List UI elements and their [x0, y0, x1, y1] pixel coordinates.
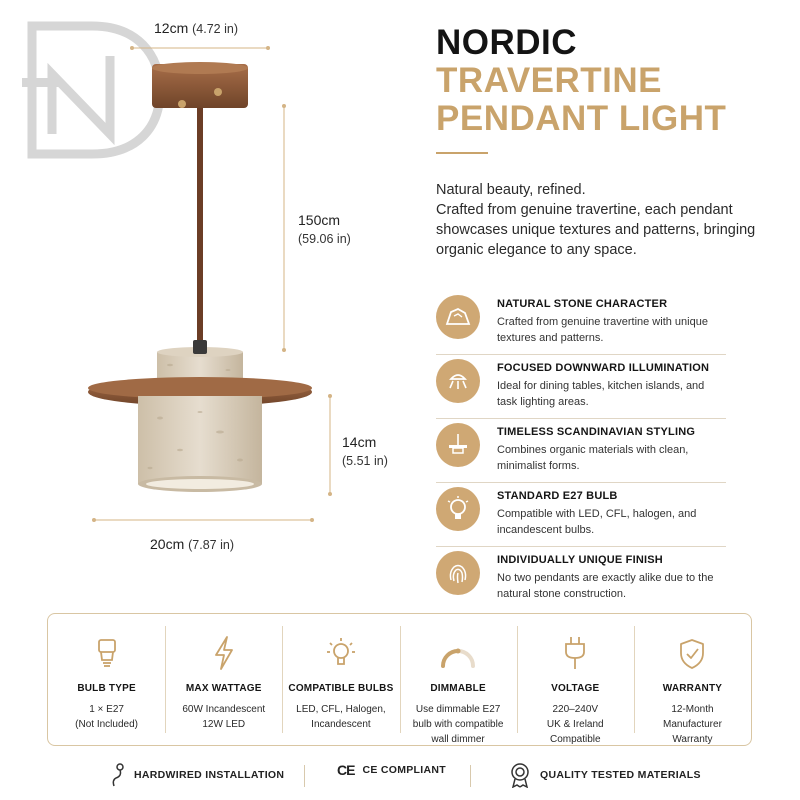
spec-value: 220–240V UK & Ireland Compatible: [546, 704, 604, 745]
spec-label: DIMMABLE: [430, 683, 486, 694]
spec-value: 60W Incandescent 12W LED: [182, 704, 266, 730]
spec-compatible-bulbs: [282, 614, 399, 745]
product-illustration: [80, 20, 410, 560]
ce-mark-icon: CE: [337, 762, 355, 778]
spec-bulb-type: [48, 614, 165, 745]
intro-text: [436, 180, 766, 260]
spec-warranty: [634, 614, 751, 745]
footer-divider: [304, 765, 305, 787]
spec-value: Use dimmable E27 bulb with compatible wall dimmer: [412, 704, 504, 745]
stone-icon: [436, 295, 480, 339]
shield-check-icon: [634, 626, 751, 670]
spec-label: MAX WATTAGE: [185, 683, 262, 694]
pendant-icon: [436, 423, 480, 467]
rosette-icon: [508, 762, 532, 788]
lightning-icon: [165, 626, 282, 670]
title-line-3: PENDANT LIGHT: [436, 99, 727, 138]
feature-title: STANDARD E27 BULB: [497, 490, 618, 502]
wire-icon: [110, 762, 126, 788]
dim-shade-width: 20cm (7.87 in): [150, 536, 234, 552]
travertine-shade: [138, 396, 262, 484]
spec-value: 1 × E27 (Not Included): [75, 704, 138, 730]
intro-tagline: Natural beauty, refined.: [436, 182, 586, 198]
feature-desc: Crafted from genuine travertine with unique textures and patterns.: [497, 316, 708, 344]
footer-hardwired: HARDWIRED INSTALLATION: [110, 762, 284, 788]
spec-label: VOLTAGE: [551, 683, 600, 694]
feature-item: [436, 291, 726, 355]
feature-desc: Ideal for dining tables, kitchen islands, and task lighting areas.: [497, 380, 705, 408]
spec-panel: [47, 613, 752, 746]
downlight-icon: [436, 359, 480, 403]
dimmer-icon: [400, 626, 517, 670]
spec-dimmable: [400, 614, 517, 745]
spec-label: COMPATIBLE BULBS: [288, 683, 394, 694]
feature-item: [436, 483, 726, 547]
feature-desc: Compatible with LED, CFL, halogen, and incandescent bulbs.: [497, 508, 697, 536]
spec-value: LED, CFL, Halogen, Incandescent: [296, 704, 386, 730]
intro-body: Crafted from genuine travertine, each pendant showcases unique textures and patterns, bringing organic elegance to any space.: [436, 202, 756, 258]
fabric-cord: [197, 108, 203, 348]
product-title: [436, 24, 776, 154]
spec-label: WARRANTY: [662, 683, 723, 694]
bulb-base-icon: [48, 626, 165, 670]
footer-badges: [0, 755, 800, 795]
footer-ce: CE CE COMPLIANT: [337, 762, 446, 778]
feature-title: NATURAL STONE CHARACTER: [497, 298, 668, 310]
feature-desc: Combines organic materials with clean, minimalist forms.: [497, 444, 689, 472]
feature-item: [436, 547, 726, 611]
feature-desc: No two pendants are exactly alike due to the natural stone construction.: [497, 572, 714, 600]
dim-cord-length: 150cm (59.06 in): [298, 212, 351, 246]
feature-title: TIMELESS SCANDINAVIAN STYLING: [497, 426, 696, 438]
feature-item: [436, 419, 726, 483]
footer-divider: [470, 765, 471, 787]
feature-list: [436, 291, 726, 611]
bulb-icon: [436, 487, 480, 531]
glowing-bulb-icon: [282, 626, 399, 670]
dim-top-width: 12cm (4.72 in): [154, 20, 238, 36]
spec-max-wattage: [165, 614, 282, 745]
title-divider: [436, 152, 488, 154]
dim-shade-height: 14cm (5.51 in): [342, 434, 388, 468]
spec-value: 12-Month Manufacturer Warranty: [662, 704, 722, 745]
pendant-lamp-drawing: [80, 40, 410, 560]
footer-quality: QUALITY TESTED MATERIALS: [508, 762, 701, 788]
title-line-2: TRAVERTINE: [436, 61, 663, 100]
feature-title: FOCUSED DOWNWARD ILLUMINATION: [497, 362, 710, 374]
title-line-1: NORDIC: [436, 23, 578, 62]
plug-icon: [517, 626, 634, 670]
feature-title: INDIVIDUALLY UNIQUE FINISH: [497, 554, 663, 566]
spec-voltage: [517, 614, 634, 745]
feature-item: [436, 355, 726, 419]
spec-label: BULB TYPE: [77, 683, 136, 694]
fingerprint-icon: [436, 551, 480, 595]
